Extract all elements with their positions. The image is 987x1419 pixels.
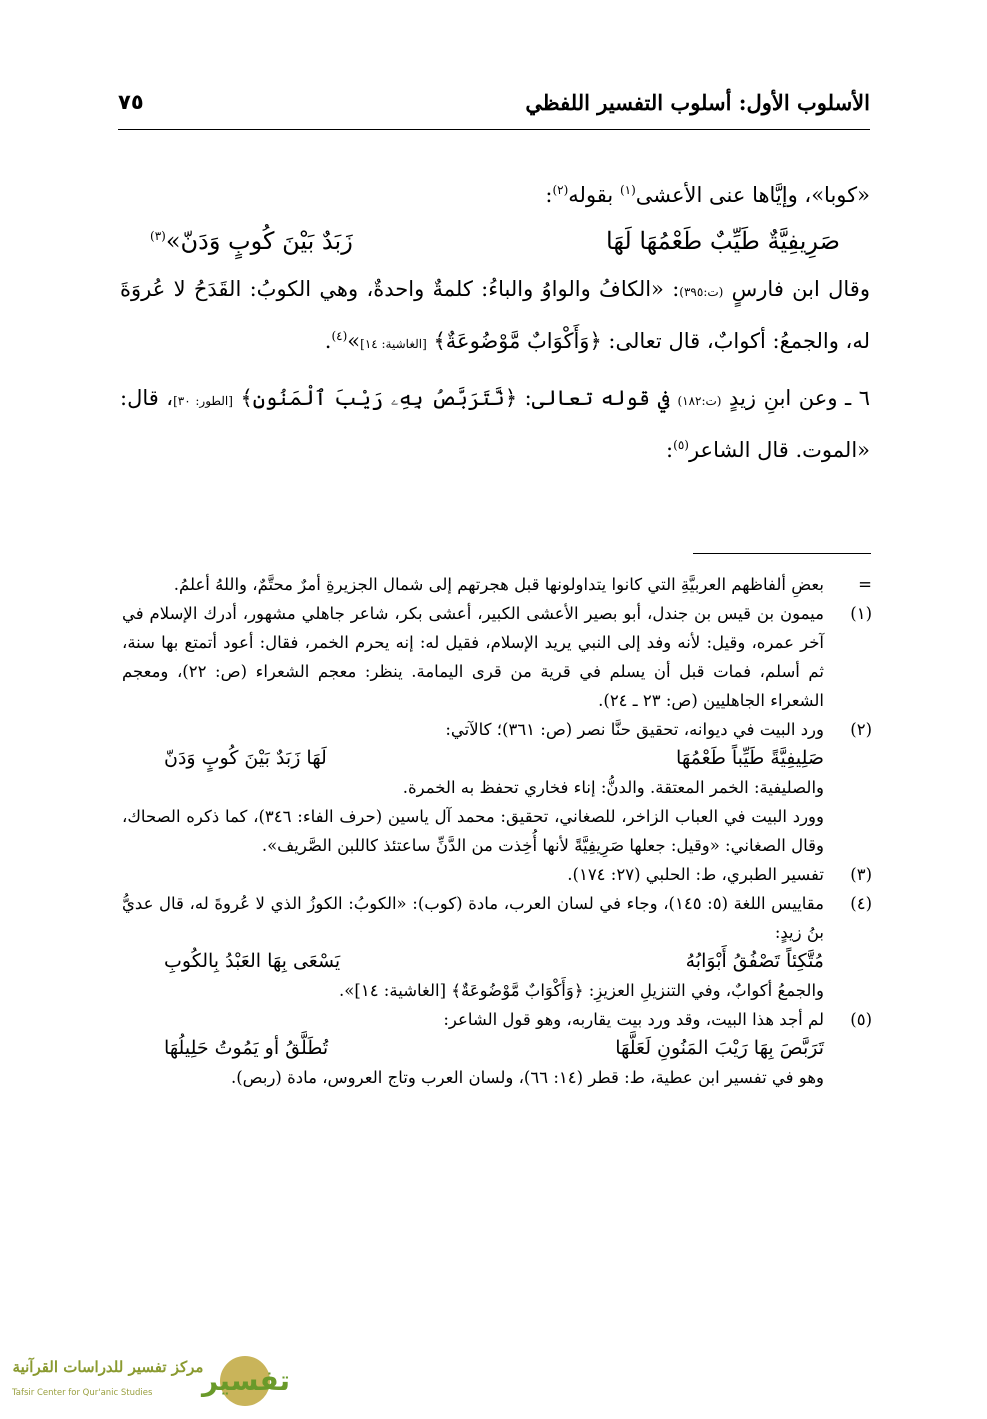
footnotes bbox=[122, 570, 872, 1092]
page-header bbox=[118, 82, 870, 130]
footnote-separator bbox=[693, 553, 871, 554]
footnote-verse: مُتَّكِئاً تَصْفُقُ أَبْوَابُهُ يَسْعَى بِهَا العَبْدُ بِالكُوبِ bbox=[164, 950, 824, 972]
footnote-number: (٢) bbox=[850, 720, 872, 739]
footnote-ref-2: (٢) bbox=[552, 183, 569, 197]
footnote-4: (٤) مقاييس اللغة (٥: ١٤٥)، وجاء في لسان العرب، مادة (كوب): «الكوبُ: الكوزُ الذي لا عُروةَ له، قال عديُّ بنُ زيدٍ: مُتَّكِئاً تَصْفُقُ أَبْوَابُهُ يَسْعَى بِهَا العَبْدُ بِالكُوبِ والجمعُ أكوابٌ، وفي التنزيلِ العزيزِ: ﴿وَأَكْوَابٌ مَّوْضُوعَةٌ﴾ [الغاشية: ١٤]». bbox=[122, 889, 872, 1005]
continuation-marker: = bbox=[858, 575, 872, 594]
death-date: (ت:٣٩٥) bbox=[679, 285, 724, 299]
logo-arabic-name: مركز تفسير للدراسات القرآنية bbox=[12, 1358, 204, 1376]
running-title: الأسلوب الأول: أسلوب التفسير اللفظي bbox=[525, 90, 870, 115]
footnote-ref-1: (١) bbox=[619, 183, 636, 197]
main-text bbox=[120, 168, 870, 472]
footnote-continuation: = بعضِ ألفاظهم العربيَّةِ التي كانوا يتداولونها قبل هجرتهم إلى شمال الجزيرةِ أمرٌ محتَّمٌ، واللهُ أعلمُ. bbox=[122, 570, 872, 599]
logo-emblem-text: تفسير bbox=[202, 1364, 291, 1397]
footnote-verse: صَلِيفِيَّةً طَيِّباً طَعْمُهَا لَهَا زَبَدٌ بَيْنَ كُوبٍ وَدَنّ bbox=[164, 747, 824, 769]
footnote-ref-3: (٣) bbox=[150, 229, 166, 243]
footnote-number: (٣) bbox=[850, 865, 872, 884]
footnote-3: (٣) تفسير الطبري، ط: الحلبي (٢٧: ١٧٤). bbox=[122, 860, 872, 889]
verse-first-hemistich: صَرِيفِيَّةٌ طَيِّبٌ طَعْمُهَا لَهَا bbox=[606, 227, 840, 255]
tafsir-center-logo bbox=[6, 1350, 291, 1412]
footnote-ref-5: (٥) bbox=[673, 438, 689, 452]
footnote-number: (٤) bbox=[850, 894, 872, 913]
paragraph-ibn-faris: وقال ابن فارسٍ (ت:٣٩٥): «الكافُ والواوُ والباءُ: كلمةٌ واحدةٌ، وهي الكوبُ: القَدَحُ لا عُروَةَ له، والجمعُ: أكوابٌ، قال تعالى: ﴿وَأَكْوَابٌ مَّوْضُوعَةٌ﴾ [الغاشية: ١٤]»$^{(٤)}$. bbox=[120, 277, 870, 353]
page-number: ٧٥ bbox=[118, 90, 144, 114]
quran-citation: [الغاشية: ١٤] bbox=[360, 337, 427, 351]
paragraph-ibn-zaid: ٦ ـ وعن ابنِ زيدٍ (ت:١٨٢) في قوله تعالى: ﴿نَّتَرَبَّصُ بِهِۦ رَيْبَ ٱلْمَنُونِ﴾ [الطور: ٣٠]، قال: «الموت. قال الشاعر$^{(٥)}$: bbox=[120, 386, 870, 462]
death-date: (ت:١٨٢) bbox=[677, 394, 722, 408]
logo-english-name: Tafsir Center for Qur'anic Studies bbox=[12, 1388, 153, 1398]
footnote-number: (٥) bbox=[850, 1010, 872, 1029]
footnote-verse: تَرَبَّصَ بِهَا رَيْبَ المَنُونِ لَعَلَّهَا تُطَلَّقُ أو يَمُوتُ حَلِيلُهَا bbox=[164, 1037, 824, 1059]
quran-citation: [الطور: ٣٠] bbox=[173, 394, 233, 408]
footnote-number: (١) bbox=[850, 604, 872, 623]
footnote-5: (٥) لم أجد هذا البيت، وقد ورد بيت يقاربه، وهو قول الشاعر: تَرَبَّصَ بِهَا رَيْبَ المَنُونِ لَعَلَّهَا تُطَلَّقُ أو يَمُوتُ حَلِيلُهَا وهو في تفسير ابن عطية، ط: قطر (١٤: ٦٦)، ولسان العرب وتاج العروس، مادة (ربص). bbox=[122, 1005, 872, 1092]
poem-verse bbox=[150, 227, 840, 255]
verse-second-hemistich: زَبَدٌ بَيْنَ كُوبٍ وَدَنّ»$^{(٣)}$ bbox=[150, 227, 353, 255]
footnote-2: (٢) ورد البيت في ديوانه، تحقيق حنَّا نصر (ص: ٣٦١)؛ كالآتي: صَلِيفِيَّةً طَيِّباً طَعْمُهَا لَهَا زَبَدٌ بَيْنَ كُوبٍ وَدَنّ والصليفية: الخمر المعتقة. والدنُّ: إناء فخاري تحفظ به الخمرة. وورد البيت في العباب الزاخر، للصغاني، تحقيق: محمد آل ياسين (حرف الفاء: ٣٤٦)، كما ذكره الصحاك، وقال الصغاني: «وقيل: جعلها صَرِيفِيَّةً لأنها أُخِذت من الدَّنِّ ساعتئذ كاللبن الصَّريف». bbox=[122, 715, 872, 860]
footnote-1: (١) ميمون بن قيس بن جندل، أبو بصير الأعشى الكبير، أعشى بكر، شاعر جاهلي مشهور، أدرك الإسلام في آخر عمره، وقيل: لأنه وفد إلى النبي يريد الإسلام، فقيل له: إنه يحرم الخمر، فقال: أعود أتمتع بها سنة، ثم أسلم، فمات قبل أن يسلم في قرية من قرى اليمامة. ينظر: معجم الشعراء (ص: ٢٢)، ومعجم الشعراء الجاهليين (ص: ٢٣ ـ ٢٤). bbox=[122, 599, 872, 715]
header-rule bbox=[118, 129, 870, 130]
footnote-ref-4: (٤) bbox=[331, 329, 348, 343]
intro-line: «كوبا»، وإيَّاها عنى الأعشى$^{(١)}$ بقوله$^{(٢)}$: bbox=[545, 183, 870, 207]
